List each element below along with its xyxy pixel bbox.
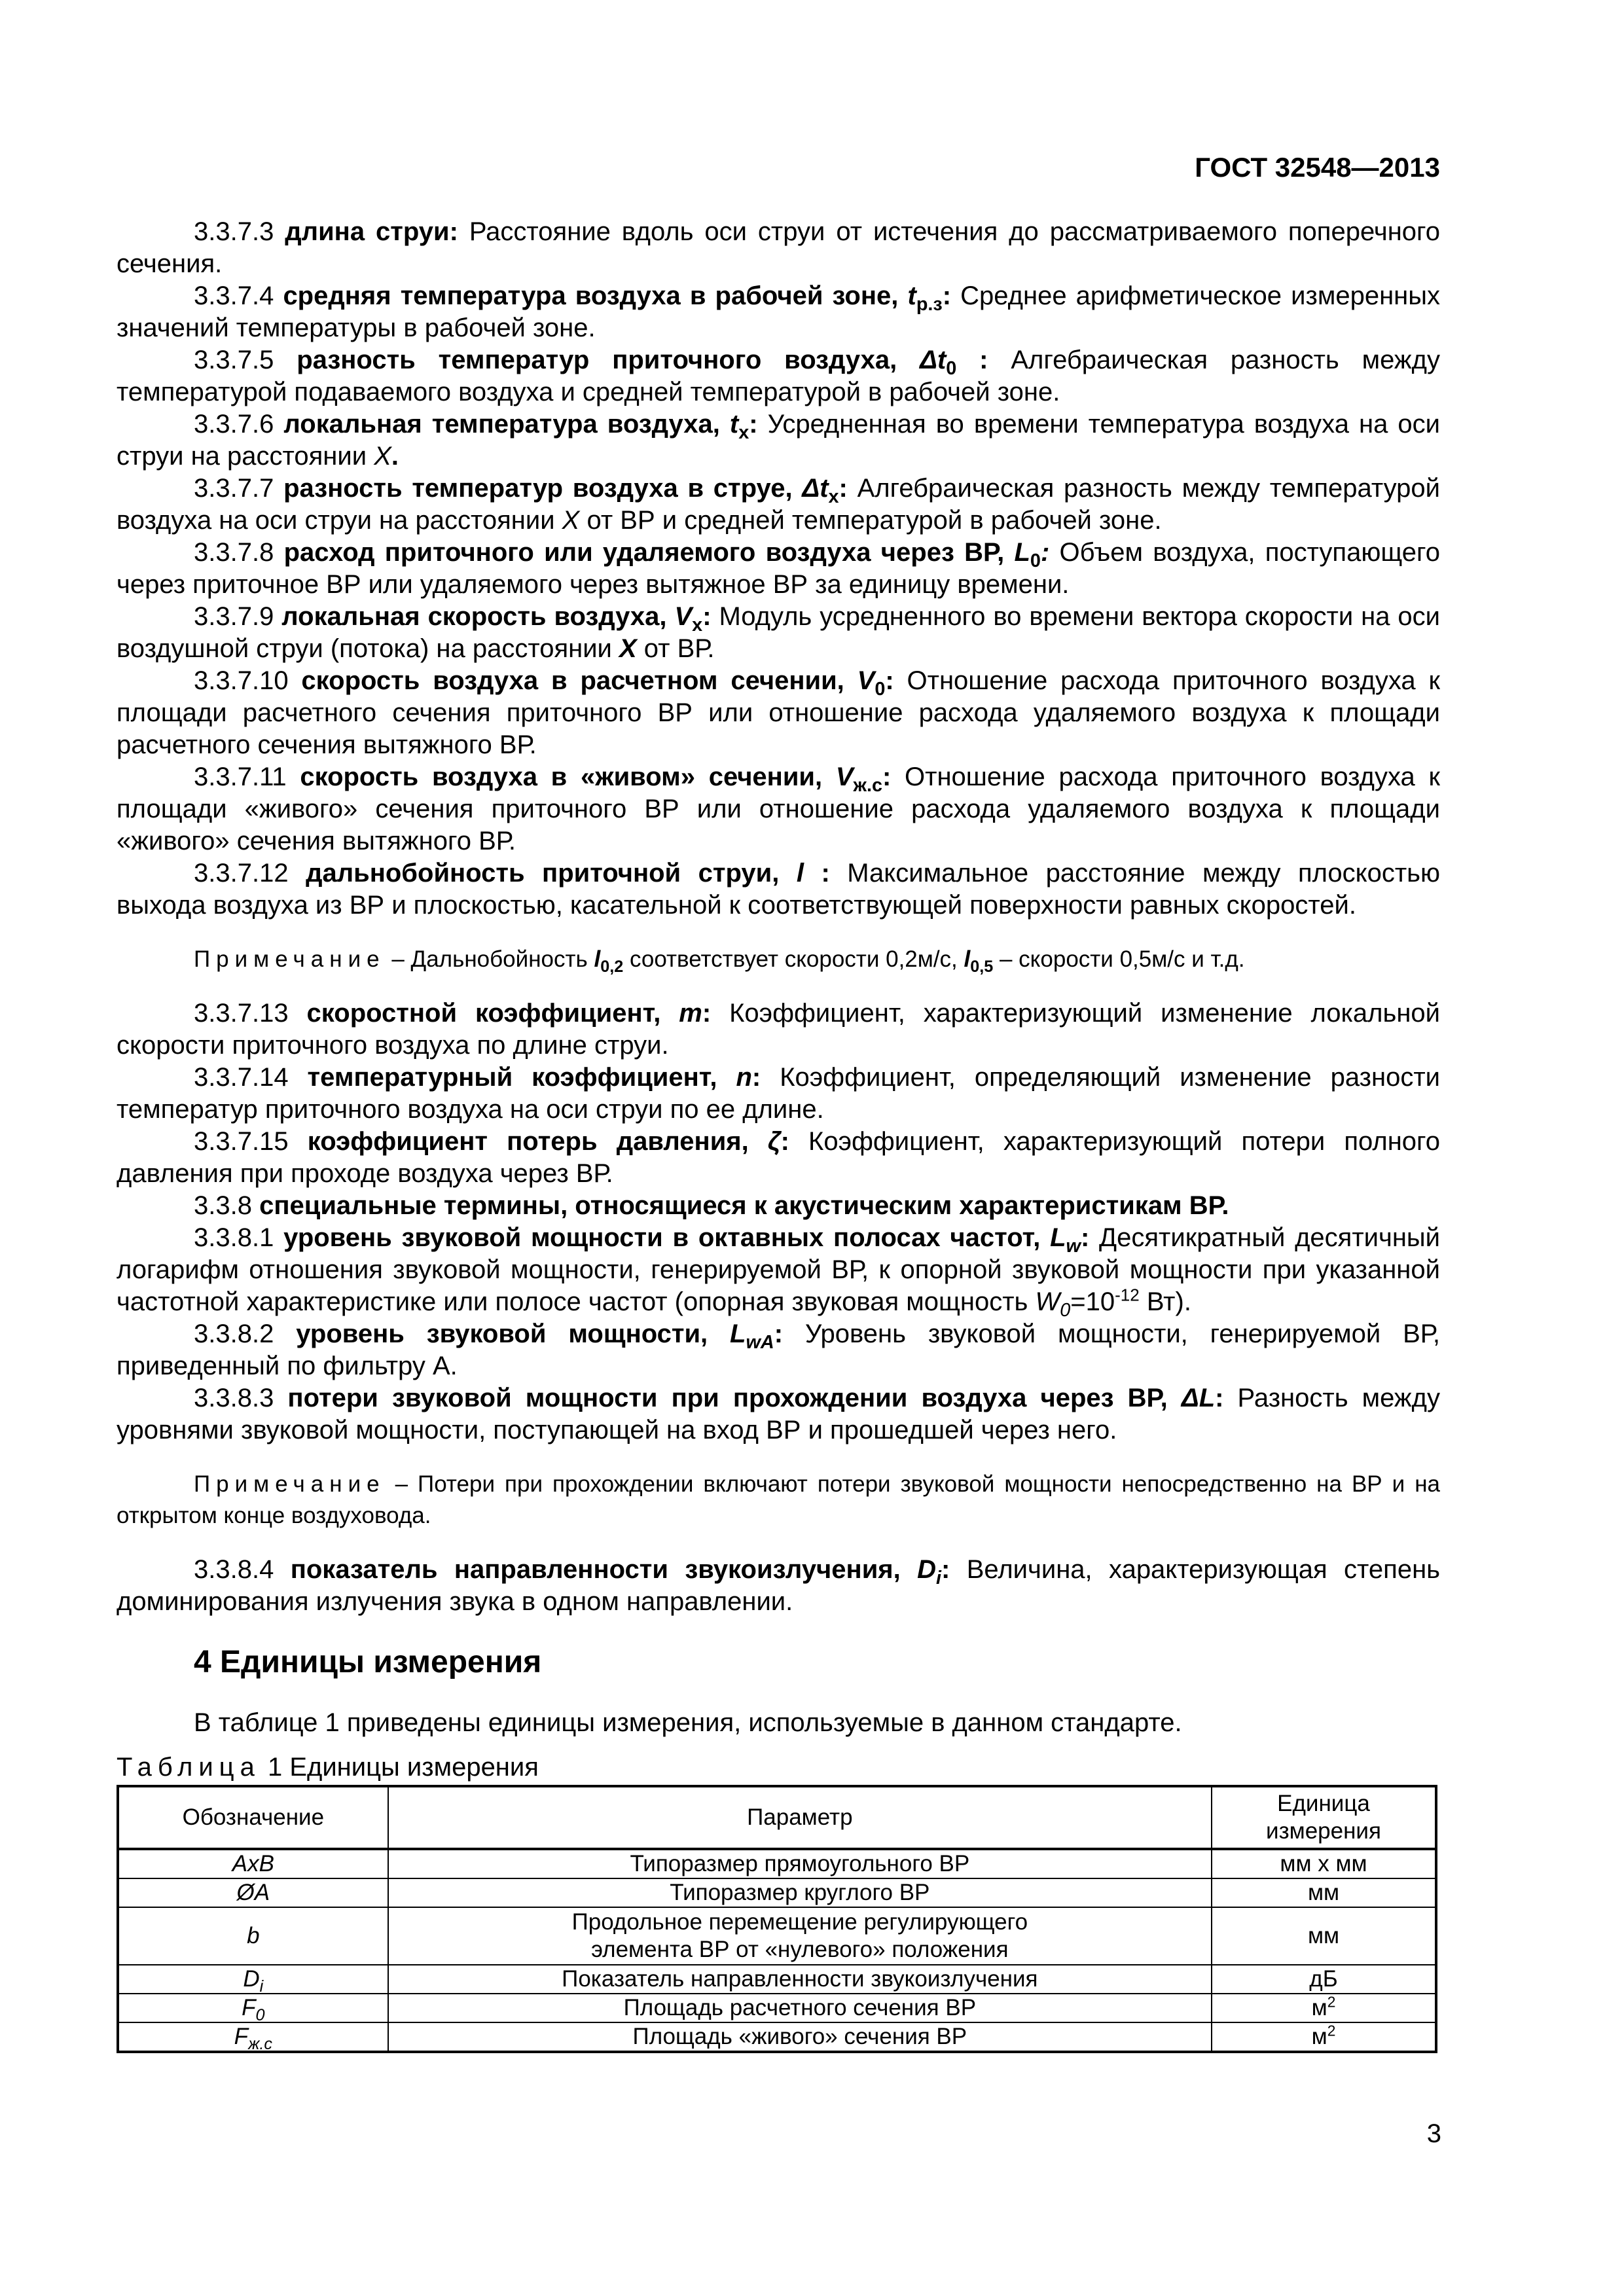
cell-symbol: b bbox=[118, 1907, 388, 1965]
units-table bbox=[117, 1785, 1437, 2053]
table-header-row bbox=[118, 1786, 1436, 1849]
note-range: Примечание – Дальнобойность $l_{0,2}$ соответствует скорости 0,2м/с, $l_{0,5}$ – скорости 0,5м/с и т.д. bbox=[194, 946, 1245, 976]
cell-unit: дБ bbox=[1212, 1965, 1436, 1994]
term-3-3-7-10: 3.3.7.10 скорость воздуха в расчетном сечении, $V_0$: Отношение расхода приточного воздуха к площади расчетного сечения приточного ВР или отношение расхода удаляемого воздуха к площади расчетного сечения вытяжного ВР. bbox=[117, 666, 1441, 759]
cell-parameter: Площадь расчетного сечения ВР bbox=[388, 1994, 1212, 2022]
page-number: 3 bbox=[1426, 2119, 1441, 2148]
cell-unit: $м^2$ bbox=[1212, 1994, 1436, 2022]
term-3-3-8-4: 3.3.8.4 показатель направленности звукоизлучения, $D_i$: Величина, характеризующая степень доминирования излучения звука в одном направлении. bbox=[117, 1555, 1440, 1616]
term-3-3-7-12: 3.3.7.12 дальнобойность приточной струи, l : Максимальное расстояние между плоскостью выхода воздуха из ВР и плоскостью, касательной к соответствующей поверхности равных скоростей. bbox=[117, 859, 1441, 920]
cell-symbol: AxB bbox=[118, 1849, 388, 1878]
term-3-3-7-14: 3.3.7.14 температурный коэффициент, n: Коэффициент, определяющий изменение разности температур приточного воздуха на оси струи по ее длине. bbox=[117, 1063, 1441, 1124]
cell-parameter: Типоразмер круглого ВР bbox=[388, 1878, 1212, 1907]
cell-symbol: $F_{ж.с}$ bbox=[118, 2022, 388, 2052]
table-caption: Таблица 1 Единицы измерения bbox=[117, 1753, 539, 1782]
section-4-title: 4 Единицы измерения bbox=[194, 1645, 542, 1679]
cell-parameter: Площадь «живого» сечения ВР bbox=[388, 2022, 1212, 2052]
term-3-3-7-4: 3.3.7.4 средняя температура воздуха в рабочей зоне, $t_{р.з}$: Среднее арифметическое измеренных значений температуры в рабочей зоне. bbox=[117, 281, 1441, 342]
term-3-3-7-6: 3.3.7.6 локальная температура воздуха, $t_x$: Усредненная во времени температура воздуха на оси струи на расстоянии X. bbox=[117, 410, 1440, 471]
table-row bbox=[118, 2022, 1436, 2052]
term-3-3-8: 3.3.8 специальные термины, относящиеся к акустическим характеристикам ВР. bbox=[194, 1191, 1229, 1220]
term-3-3-8-1: 3.3.8.1 уровень звуковой мощности в октавных полосах частот, $L_w$: Десятикратный десятичный логарифм отношения звуковой мощности, генерируемой ВР, к опорной звуковой мощности при указанной частотной характеристике или полосе частот (опорная звуковая мощность $W_0=10^{-12}$ Вт). bbox=[117, 1223, 1441, 1321]
table-row bbox=[118, 1878, 1436, 1907]
term-3-3-7-13: 3.3.7.13 скоростной коэффициент, m: Коэффициент, характеризующий изменение локальной скорости приточного воздуха по длине струи. bbox=[117, 999, 1441, 1060]
cell-parameter: Продольное перемещение регулирующего элемента ВР от «нулевого» положения bbox=[388, 1907, 1212, 1965]
cell-unit: $м^2$ bbox=[1212, 2022, 1436, 2052]
header-symbol: Обозначение bbox=[118, 1786, 388, 1849]
cell-unit: мм х мм bbox=[1212, 1849, 1436, 1878]
table-row bbox=[118, 1965, 1436, 1994]
page-content bbox=[117, 216, 1440, 2053]
term-3-3-7-9: 3.3.7.9 локальная скорость воздуха, $V_x$: Модуль усредненного во времени вектора скорости на оси воздушной струи (потока) на расстоянии X от ВР. bbox=[117, 602, 1440, 663]
term-3-3-8-3: 3.3.8.3 потери звуковой мощности при прохождении воздуха через ВР, ΔL: Разность между уровнями звуковой мощности, поступающей на вход ВР и прошедшей через него. bbox=[117, 1384, 1441, 1444]
term-3-3-7-8: 3.3.7.8 расход приточного или удаляемого воздуха через ВР, $L_0$: Объем воздуха, поступающего через приточное ВР или удаляемого через вытяжное ВР за единицу времени. bbox=[117, 538, 1441, 599]
term-3-3-8-2: 3.3.8.2 уровень звуковой мощности, $L_{wA}$: Уровень звуковой мощности, генерируемой ВР, приведенный по фильтру А. bbox=[117, 1319, 1440, 1380]
note-losses: Примечание – Потери при прохождении включают потери звуковой мощности непосредственно на ВР и на открытом конце воздуховода. bbox=[117, 1471, 1440, 1528]
cell-symbol: $D_i$ bbox=[118, 1965, 388, 1994]
table-row bbox=[118, 1849, 1436, 1878]
header-parameter: Параметр bbox=[388, 1786, 1212, 1849]
document-id: ГОСТ 32548—2013 bbox=[1195, 152, 1440, 183]
term-3-3-7-11: 3.3.7.11 скорость воздуха в «живом» сечении, $V_{ж.с}$: Отношение расхода приточного воздуха к площади «живого» сечения приточного ВР или отношение расхода удаляемого воздуха к площади «живого» сечения вытяжного ВР. bbox=[117, 762, 1441, 855]
term-3-3-7-3: 3.3.7.3 длина струи: Расстояние вдоль оси струи от истечения до рассматриваемого поперечного сечения. bbox=[117, 217, 1441, 278]
table-row bbox=[118, 1994, 1436, 2022]
cell-unit: мм bbox=[1212, 1907, 1436, 1965]
term-3-3-7-5: 3.3.7.5 разность температур приточного воздуха, $\Delta t_0$ : Алгебраическая разность между температурой подаваемого воздуха и средней температурой в рабочей зоне. bbox=[117, 346, 1441, 406]
cell-parameter: Типоразмер прямоугольного ВР bbox=[388, 1849, 1212, 1878]
term-3-3-7-7: 3.3.7.7 разность температур воздуха в струе, $\Delta t_x$: Алгебраическая разность между температурой воздуха на оси струи на расстоянии X от ВР и средней температурой в рабочей зоне. bbox=[117, 474, 1441, 535]
cell-parameter: Показатель направленности звукоизлучения bbox=[388, 1965, 1212, 1994]
term-3-3-7-15: 3.3.7.15 коэффициент потерь давления, ζ: Коэффициент, характеризующий потери полного давления при проходе воздуха через ВР. bbox=[117, 1127, 1440, 1188]
section-4-intro: В таблице 1 приведены единицы измерения, используемые в данном стандарте. bbox=[194, 1708, 1182, 1737]
cell-symbol: ØA bbox=[118, 1878, 388, 1907]
header-unit: Единица измерения bbox=[1212, 1786, 1436, 1849]
cell-unit: мм bbox=[1212, 1878, 1436, 1907]
table-row bbox=[118, 1907, 1436, 1965]
cell-symbol: $F_0$ bbox=[118, 1994, 388, 2022]
